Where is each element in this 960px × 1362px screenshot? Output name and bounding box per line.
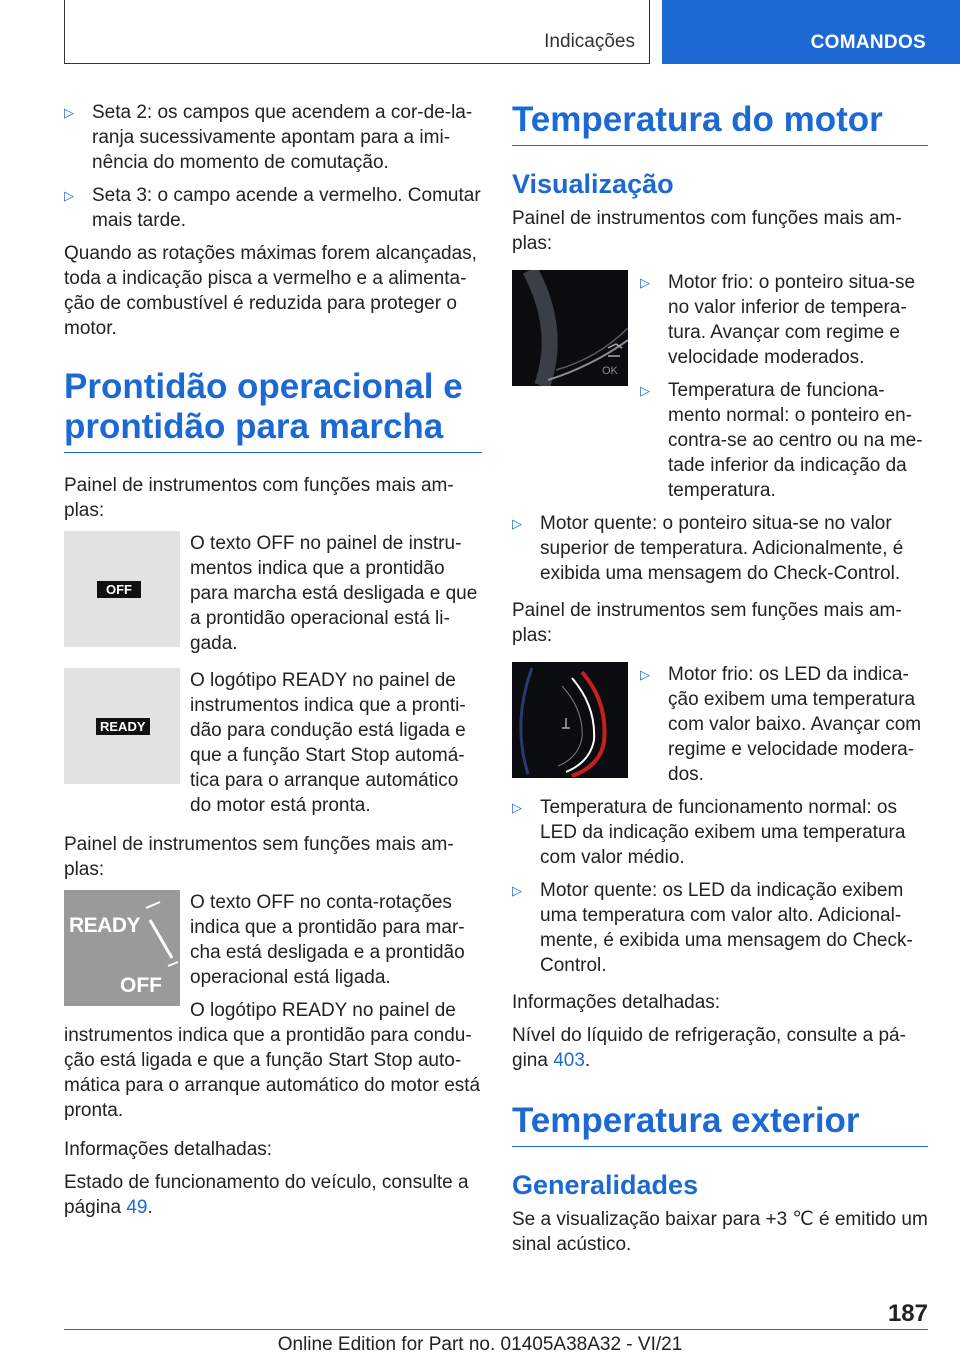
temperature-gauge-image [512, 270, 628, 386]
svg-text:OK: OK [602, 365, 618, 377]
bullet-text: Motor quente: os LED da indicação exibem uma temperatura com valor alto. Adicionalmente, é exibida uma mensagem do Check-Control. [540, 880, 913, 976]
page-number: 187 [887, 1300, 928, 1327]
bullet-item [64, 100, 482, 175]
subheading-display: Visualização [512, 169, 674, 199]
bullet-triangle-icon: ▷ [640, 383, 650, 398]
page-link[interactable]: 403 [553, 1050, 585, 1071]
bullet-text: Motor quente: o ponteiro situa-se no valor superior de temperatura. Adicionalmente, é exibida uma mensagem do Check-Control. [540, 513, 904, 584]
bullet-text: Seta 3: o campo acende a vermelho. Comutar mais tarde. [92, 185, 481, 231]
bullet-text: Motor frio: os LED da indicação exibem uma temperatura com valor baixo. Avançar com regime e velocidade moderados. [668, 664, 922, 785]
header-section-title: Indicações [544, 31, 635, 52]
paragraph-general: Se a visualização baixar para +3 ℃ é emitido um sinal acústico. [512, 1209, 928, 1255]
bullet-item [512, 878, 928, 978]
ready-label: READY [96, 718, 150, 735]
bullet-item [640, 378, 928, 503]
heading-outside-temperature: Temperatura exterior [512, 1101, 928, 1147]
subheading-general: Generalidades [512, 1170, 699, 1200]
bullet-triangle-icon: ▷ [512, 800, 522, 815]
footer-divider [64, 1329, 928, 1330]
temperature-gauge-icon [512, 270, 628, 386]
led-gauge-icon [512, 662, 628, 778]
bullet-text: Seta 2: os campos que acendem a cor-de-laranja sucessivamente apontam para a iminência do momento de comutação. [92, 102, 473, 173]
bullet-text: Temperatura de funcionamento normal: os LED da indicação exibem uma temperatura com valor médio. [540, 797, 906, 868]
left-column [64, 100, 482, 1228]
bullet-text: Motor frio: o ponteiro situa-se no valor inferior de temperatura. Avançar com regime e velocidade moderados. [668, 272, 916, 368]
tacho-off-label: OFF [120, 974, 162, 997]
ready-display-image [64, 668, 180, 784]
bullet-triangle-icon: ▷ [64, 105, 74, 120]
paragraph-ready: O logótipo READY no painel de instrumentos indica que a prontidão para condução está ligada e que a função Start Stop automática para o arranque automático do motor está pronta. [190, 670, 466, 816]
paragraph-with-functions: Painel de instrumentos com funções mais amplas: [64, 475, 454, 521]
header-chapter-tab [662, 0, 960, 64]
bullet-item [64, 183, 482, 233]
bullet-item [640, 662, 928, 787]
paragraph-info: Informações detalhadas: [64, 1139, 273, 1160]
tacho-needle-icon [64, 890, 180, 1006]
paragraph-ready-2: O logótipo READY no painel de instrumentos indica que a prontidão para condução está ligada e que a função Start Stop automática para o arranque automático do motor está pronta. [64, 1000, 481, 1121]
off-label: OFF [97, 581, 141, 598]
paragraph-with-functions: Painel de instrumentos com funções mais amplas: [512, 208, 902, 254]
heading-engine-temperature: Temperatura do motor [512, 100, 928, 146]
paragraph-without-functions: Painel de instrumentos sem funções mais amplas: [64, 834, 454, 880]
bullet-item [640, 270, 928, 370]
led-temperature-image [512, 662, 628, 778]
paragraph-off: O texto OFF no painel de instrumentos indica que a prontidão para marcha está desligada e que a prontidão operacional está ligada. [190, 533, 478, 654]
footer-edition: Online Edition for Part no. 01405A38A32 - VI/21 [277, 1334, 683, 1355]
bullet-group-without [640, 662, 928, 795]
bullet-triangle-icon: ▷ [640, 275, 650, 290]
paragraph-reference: Nível do líquido de refrigeração, consulte a página 403. [512, 1025, 906, 1071]
bullet-item [512, 795, 928, 870]
off-display-image [64, 531, 180, 647]
bullet-triangle-icon: ▷ [512, 516, 522, 531]
bullet-triangle-icon: ▷ [512, 883, 522, 898]
bullet-triangle-icon: ▷ [640, 667, 650, 682]
header-chapter-title: COMANDOS [810, 32, 926, 53]
paragraph-info: Informações detalhadas: [512, 992, 721, 1013]
header-section-box [64, 0, 650, 64]
bullet-triangle-icon: ▷ [64, 188, 74, 203]
heading-readiness: Prontidão operacional e prontidão para marcha [64, 367, 482, 453]
page-link[interactable]: 49 [126, 1197, 148, 1218]
tachometer-ready-off-image [64, 890, 180, 1006]
paragraph-reference: Estado de funcionamento do veículo, consulte a página 49. [64, 1172, 469, 1218]
paragraph-off-2: O texto OFF no conta-rotações indica que a prontidão para marcha está desligada e a prontidão operacional está ligada. [190, 892, 465, 988]
right-column [512, 100, 928, 1265]
bullet-group-with [640, 270, 928, 511]
paragraph-without-functions: Painel de instrumentos sem funções mais amplas: [512, 600, 902, 646]
bullet-item [512, 511, 928, 586]
bullet-text: Temperatura de funcionamento normal: o ponteiro encontra-se ao centro ou na metade inferior da indicação da temperatura. [668, 380, 923, 501]
tacho-ready-label: READY [69, 914, 141, 937]
paragraph-max-rpm: Quando as rotações máximas forem alcançadas, toda a indicação pisca a vermelho e a alimentação de combustível é reduzida para proteger o motor. [64, 243, 477, 339]
